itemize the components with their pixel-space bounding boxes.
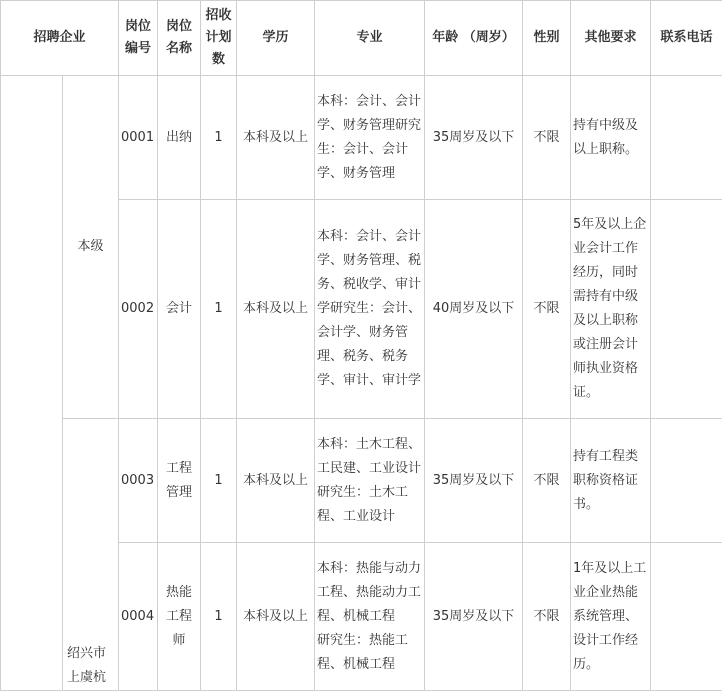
plan-count: 1 [201,543,237,691]
other-requirement: 持有中级及以上职称。 [571,76,651,200]
post-name: 出纳 [158,76,201,200]
post-name: 工程管理 [158,419,201,543]
education: 本科及以上 [237,76,315,200]
contact-phone [651,200,722,419]
gender: 不限 [523,419,571,543]
other-requirement: 1年及以上工业企业热能系统管理、设计工作经历。 [571,543,651,691]
education: 本科及以上 [237,543,315,691]
table-row [1,76,722,200]
post-code: 0001 [119,76,158,200]
age: 35周岁及以下 [425,419,523,543]
education: 本科及以上 [237,200,315,419]
post-name: 热能工程师 [158,543,201,691]
major: 本科：会计、会计学、财务管理研究生：会计、会计学、财务管理 [315,76,425,200]
plan-count: 1 [201,200,237,419]
post-code: 0003 [119,419,158,543]
contact-phone [651,76,722,200]
post-code: 0004 [119,543,158,691]
group-benji: 本级 [63,76,119,419]
age: 40周岁及以下 [425,200,523,419]
major [315,543,425,691]
age: 35周岁及以下 [425,543,523,691]
contact-phone [651,543,722,691]
contact-phone [651,419,722,543]
header-company: 招聘企业 [1,1,119,76]
plan-count: 1 [201,419,237,543]
header-education: 学历 [237,1,315,76]
post-name: 会计 [158,200,201,419]
header-gender: 性别 [523,1,571,76]
group-shaoxing-label: 绍兴市上虞杭 [67,646,107,685]
other-requirement: 持有工程类职称资格证书。 [571,419,651,543]
gender: 不限 [523,200,571,419]
header-other: 其他要求 [571,1,651,76]
age: 35周岁及以下 [425,76,523,200]
header-row [1,1,722,76]
education: 本科及以上 [237,419,315,543]
other-requirement: 5年及以上企业会计工作经历，同时需持有中级及以上职称或注册会计师执业资格证。 [571,200,651,419]
header-plan: 招收计划数 [201,1,237,76]
major-graduate: 研究生：热能工程、机械工程 [317,632,409,672]
major: 本科：土木工程、工民建、工业设计研究生：土木工程、工业设计 [315,419,425,543]
gender: 不限 [523,543,571,691]
group-shaoxing [63,419,119,691]
gender: 不限 [523,76,571,200]
header-post-name: 岗位名称 [158,1,201,76]
post-code: 0002 [119,200,158,419]
table-row [1,419,722,543]
major-undergrad: 本科：热能与动力工程、热能动力工程、机械工程 [317,560,422,624]
header-major: 专业 [315,1,425,76]
plan-count: 1 [201,76,237,200]
outer-company-cell [1,76,63,691]
major: 本科：会计、会计学、财务管理、税务、税收学、审计学研究生：会计、会计学、财务管理、税务、税务学、审计、审计学 [315,200,425,419]
header-post-code: 岗位编号 [119,1,158,76]
header-age: 年龄 （周岁） [425,1,523,76]
header-contact: 联系电话 [651,1,722,76]
